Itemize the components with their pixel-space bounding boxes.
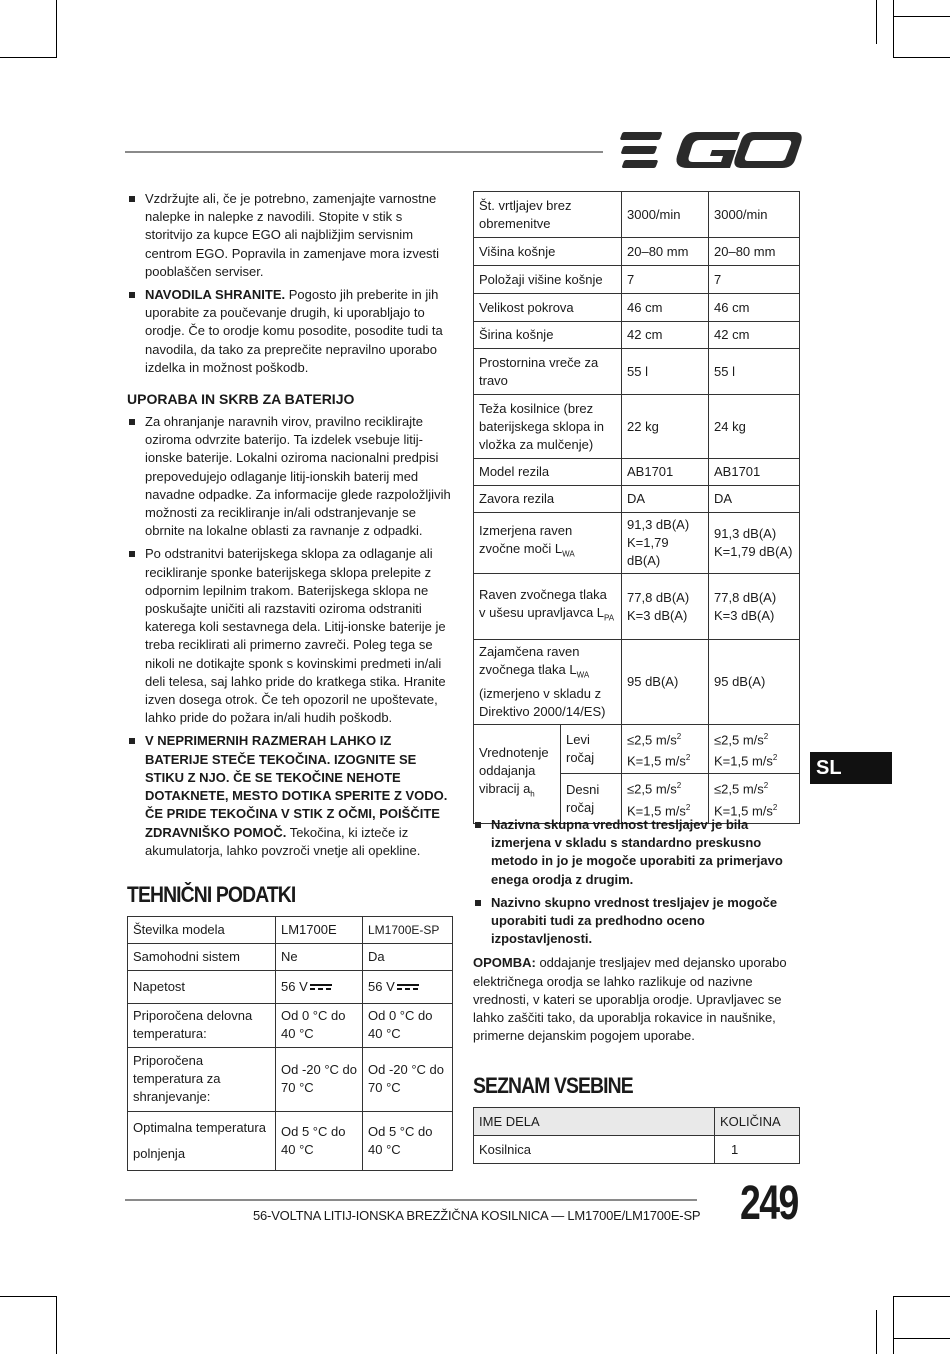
value-b: K=3 dB(A) bbox=[627, 607, 688, 623]
cell bbox=[474, 724, 561, 823]
cell: 42 cm bbox=[709, 322, 800, 349]
dc-symbol-icon bbox=[397, 983, 419, 991]
cell: Širina košnje bbox=[474, 322, 622, 349]
label-text: Zajamčena raven zvočnega tlaka L bbox=[479, 644, 580, 677]
cell: LM1700E bbox=[276, 916, 363, 943]
cell: 46 cm bbox=[709, 294, 800, 322]
cell: Kosilnica bbox=[474, 1136, 715, 1164]
cell: Zavora rezila bbox=[474, 486, 622, 513]
table-row bbox=[128, 943, 453, 970]
footer-rule bbox=[125, 1199, 697, 1201]
bullet-text: Vzdržujte ali, če je potrebno, zamenjajte varnostne nalepke in nalepke z navodili. Stopite v stik s storitvijo za kupce EGO ali najbližjim servisnim centrom EGO. Popravila in zamenjave mora izvesti pooblaščen serviser. bbox=[145, 191, 440, 279]
crop-mark bbox=[56, 0, 57, 58]
cell bbox=[474, 513, 622, 574]
sup: 2 bbox=[685, 752, 691, 762]
label-sub: WA bbox=[576, 670, 590, 680]
contents-table bbox=[473, 1107, 800, 1164]
table-row bbox=[128, 1003, 453, 1047]
bullet-text: Po odstranitvi baterijskega sklopa za odlaganje ali recikliranje sponke baterijskega sklopa prelepite z odpornim lepilnim trakom. Baterijskega sklopa ne poskušajte uničiti ali razstaviti oziroma odstraniti katerega koli sestavnega dela. Litij-ionske baterije je treba reciklirati ali primerno zavreči. Poleg tega se nikoli ne dotikajte sponk s kovinskimi predmeti in/ali deli telesa, saj lahko pride do kratkega stika. Hranite izven dosega otrok. Če teh opozoril ne upoštevate, lahko pride do požara in/ali hudih poškodb. bbox=[145, 546, 446, 726]
cell: Položaji višine košnje bbox=[474, 266, 622, 294]
label-sub: PA bbox=[604, 613, 615, 623]
cell: Napetost bbox=[128, 970, 276, 1003]
cell: Da bbox=[363, 943, 453, 970]
table-row bbox=[474, 640, 800, 725]
cell: Od 5 °C do 40 °C bbox=[363, 1111, 453, 1170]
table-row bbox=[128, 1111, 453, 1170]
left-column bbox=[127, 190, 451, 1171]
label-sub: h bbox=[530, 789, 535, 799]
tech-heading: TEHNIČNI PODATKI bbox=[127, 881, 296, 907]
cell bbox=[709, 574, 800, 640]
crop-mark bbox=[893, 1296, 894, 1354]
cell: 24 kg bbox=[709, 395, 800, 459]
cell: DA bbox=[709, 486, 800, 513]
sup: 2 bbox=[676, 781, 682, 791]
table-row bbox=[128, 916, 453, 943]
label-text: Izmerjena raven zvočne moči L bbox=[479, 523, 573, 557]
cell bbox=[622, 574, 709, 640]
bullet-text: Za ohranjanje naravnih virov, pravilno reciklirajte oziroma odvrzite baterijo. Ta izdelek vsebuje litij-ionske baterije. Lokalni oziroma nacionalni predpisi prepovedujejo odlaganje litij-ionskih baterij med navadne odpadke. Za informacije glede razpoložljivih možnosti za recikliranje in/ali odstranjevanje se obrnite na lokalne oblasti za ravnanje z odpadki. bbox=[145, 414, 451, 539]
cell: Od -20 °C do 70 °C bbox=[276, 1047, 363, 1111]
value-b: K=1,5 m/s bbox=[714, 802, 773, 818]
cell: AB1701 bbox=[622, 459, 709, 486]
value-a: ≤2,5 m/s bbox=[627, 781, 677, 797]
list-item bbox=[127, 413, 451, 540]
value-a: ≤2,5 m/s bbox=[627, 731, 677, 747]
list-item bbox=[127, 545, 451, 727]
cell: Ne bbox=[276, 943, 363, 970]
value-a: 77,8 dB(A) bbox=[627, 589, 690, 605]
table-row bbox=[474, 574, 800, 640]
cell: Priporočena temperatura za shranjevanje: bbox=[128, 1047, 276, 1111]
value-a: ≤2,5 m/s bbox=[714, 731, 764, 747]
cell: Številka modela bbox=[128, 916, 276, 943]
dc-symbol-icon bbox=[310, 983, 332, 991]
bullet-text: Nazivno skupno vrednost tresljajev je mogoče uporabiti tudi za predhodno oceno izpostavljenosti. bbox=[491, 894, 778, 947]
value-b: K=1,5 m/s bbox=[627, 753, 686, 769]
table-row bbox=[128, 1047, 453, 1111]
label-text: Vrednotenje oddajanja vibracij a bbox=[479, 744, 549, 796]
header-rule bbox=[125, 151, 603, 153]
cell: Model rezila bbox=[474, 459, 622, 486]
value-a: ≤2,5 m/s bbox=[714, 781, 764, 797]
cell: 95 dB(A) bbox=[622, 640, 709, 725]
crop-mark bbox=[56, 1296, 57, 1354]
cell bbox=[363, 970, 453, 1003]
cell: Od 5 °C do 40 °C bbox=[276, 1111, 363, 1170]
sup: 2 bbox=[763, 781, 769, 791]
cell bbox=[474, 640, 622, 725]
bullet-text: Pogosto jih preberite in jih uporabite za poučevanje drugih, ki uporabljajo to orodje. Če to orodje komu posodite, posodite tudi ta navodila, da tako za preprečite nepravilno uporabo izdelka in možnost poškodb. bbox=[145, 287, 443, 375]
table-row bbox=[474, 513, 800, 574]
cell: Desni ročaj bbox=[561, 774, 622, 824]
value-b: K=3 dB(A) bbox=[714, 607, 775, 623]
list-item bbox=[473, 816, 800, 889]
table-row bbox=[474, 459, 800, 486]
cell: 3000/min bbox=[622, 192, 709, 238]
cell: 7 bbox=[622, 266, 709, 294]
table-row bbox=[474, 266, 800, 294]
contents-heading: SEZNAM VSEBINE bbox=[473, 1073, 633, 1099]
voltage-value: 56 V bbox=[281, 978, 308, 994]
list-item bbox=[127, 732, 451, 859]
cell: 95 dB(A) bbox=[709, 640, 800, 725]
value-b: K=1,79 dB(A) bbox=[627, 535, 669, 568]
table-row bbox=[474, 294, 800, 322]
value-a: 91,3 dB(A) bbox=[627, 517, 690, 532]
note-text: oddajanje tresljajev med dejansko uporabo električnega orodja se lahko razlikuje od nazivne vrednosti, v kateri se uporablja orodje. Upravljavec se lahko zaščiti tako, da uporablja rokavice in naušnike, primerne dejanskim pogojem uporabe. bbox=[473, 955, 787, 1044]
sup: 2 bbox=[685, 802, 691, 812]
list-item bbox=[473, 894, 800, 949]
cell: Višina košnje bbox=[474, 238, 622, 266]
list-item bbox=[127, 286, 451, 377]
cell: LM1700E-SP bbox=[363, 916, 453, 943]
cell: 1 bbox=[715, 1136, 800, 1164]
cell: 22 kg bbox=[622, 395, 709, 459]
cell bbox=[622, 513, 709, 574]
list-item bbox=[127, 190, 451, 281]
ego-logo bbox=[618, 128, 802, 172]
cell: 20–80 mm bbox=[622, 238, 709, 266]
value-b: K=1,79 dB(A) bbox=[714, 544, 793, 559]
cell bbox=[709, 724, 800, 774]
value-a: 77,8 dB(A) bbox=[714, 589, 777, 605]
table-row bbox=[474, 1108, 800, 1136]
cell: Velikost pokrova bbox=[474, 294, 622, 322]
cell: 55 l bbox=[709, 349, 800, 395]
crop-mark bbox=[876, 0, 877, 44]
cell: AB1701 bbox=[709, 459, 800, 486]
voltage-value: 56 V bbox=[368, 978, 395, 994]
table-row bbox=[474, 1136, 800, 1164]
crop-mark bbox=[0, 57, 56, 58]
cell: DA bbox=[622, 486, 709, 513]
right-notes bbox=[473, 816, 800, 1164]
table-row bbox=[128, 970, 453, 1003]
label-sub: WA bbox=[562, 549, 575, 559]
label-text: (izmerjeno v skladu z Direktivo 2000/14/ES) bbox=[479, 685, 606, 719]
value-b: K=1,5 m/s bbox=[627, 802, 686, 818]
crop-mark bbox=[0, 1296, 56, 1297]
cell: Prostornina vreče za travo bbox=[474, 349, 622, 395]
bullet-text: Tekočina, ki izteče iz akumulatorja, lahko povzroči vnetje ali opekline. bbox=[145, 824, 421, 858]
crop-mark bbox=[876, 1310, 877, 1354]
table-row bbox=[474, 192, 800, 238]
table-row bbox=[474, 322, 800, 349]
language-tab: SL bbox=[810, 752, 892, 784]
cell: Od 0 °C do 40 °C bbox=[276, 1003, 363, 1047]
sup: 2 bbox=[772, 802, 778, 812]
crop-mark bbox=[893, 1296, 950, 1297]
note-label: OPOMBA: bbox=[473, 955, 536, 971]
note bbox=[473, 954, 800, 1045]
cell: 3000/min bbox=[709, 192, 800, 238]
bullet-text: Nazivna skupna vrednost tresljajev je bila izmerjena v skladu s standardno preskusno metodo in jo je mogoče uporabiti za primerjavo enega orodja z drugim. bbox=[491, 817, 783, 887]
cell: Od -20 °C do 70 °C bbox=[363, 1047, 453, 1111]
table-row bbox=[474, 395, 800, 459]
sup: 2 bbox=[772, 752, 778, 762]
cell: Samohodni sistem bbox=[128, 943, 276, 970]
cell bbox=[709, 513, 800, 574]
spec-table-right bbox=[473, 191, 800, 824]
cell: 46 cm bbox=[622, 294, 709, 322]
crop-mark bbox=[893, 16, 950, 17]
page-number: 249 bbox=[740, 1177, 798, 1230]
cell: Priporočena delovna temperatura: bbox=[128, 1003, 276, 1047]
sup: 2 bbox=[763, 731, 769, 741]
header-cell: IME DELA bbox=[474, 1108, 715, 1136]
crop-mark bbox=[893, 57, 950, 58]
cell: 42 cm bbox=[622, 322, 709, 349]
value-b: K=1,5 m/s bbox=[714, 753, 773, 769]
cell bbox=[276, 970, 363, 1003]
crop-mark bbox=[893, 0, 894, 58]
cell: 7 bbox=[709, 266, 800, 294]
crop-mark bbox=[893, 1338, 950, 1339]
cell bbox=[474, 574, 622, 640]
cell bbox=[622, 724, 709, 774]
cell: Od 0 °C do 40 °C bbox=[363, 1003, 453, 1047]
cell: Št. vrtljajev brez obremenitve bbox=[474, 192, 622, 238]
spec-table-left bbox=[127, 916, 453, 1171]
footer-text: 56-VOLTNA LITIJ-IONSKA BREZŽIČNA KOSILNICA — LM1700E/LM1700E-SP bbox=[253, 1208, 701, 1223]
value-a: 91,3 dB(A) bbox=[714, 526, 777, 541]
cell: 55 l bbox=[622, 349, 709, 395]
table-row bbox=[474, 486, 800, 513]
cell: Optimalna temperatura polnjenja bbox=[128, 1111, 276, 1170]
cell: Teža kosilnice (brez baterijskega sklopa in vložka za mulčenje) bbox=[474, 395, 622, 459]
label-text: Raven zvočnega tlaka v ušesu upravljavca L bbox=[479, 586, 607, 620]
table-row bbox=[474, 724, 800, 774]
table-row bbox=[474, 238, 800, 266]
header-cell: KOLIČINA bbox=[715, 1108, 800, 1136]
table-row bbox=[474, 349, 800, 395]
cell: 20–80 mm bbox=[709, 238, 800, 266]
battery-heading: UPORABA IN SKRB ZA BATERIJO bbox=[127, 391, 355, 408]
bullet-bold: NAVODILA SHRANITE. bbox=[145, 287, 286, 303]
cell: Levi ročaj bbox=[561, 724, 622, 774]
bullet-bold: V NEPRIMERNIH RAZMERAH LAHKO IZ BATERIJE STEČE TEKOČINA. IZOGNITE SE STIKU Z NJO. ČE SE TEKOČINE NEHOTE DOTAKNETE, MESTO DOTIKA SPERITE Z VODO. ČE PRIDE TEKOČINA V STIK Z OČMI, POIŠČITE ZDRAVNIŠKO POMOČ. bbox=[145, 733, 448, 840]
sup: 2 bbox=[676, 731, 682, 741]
